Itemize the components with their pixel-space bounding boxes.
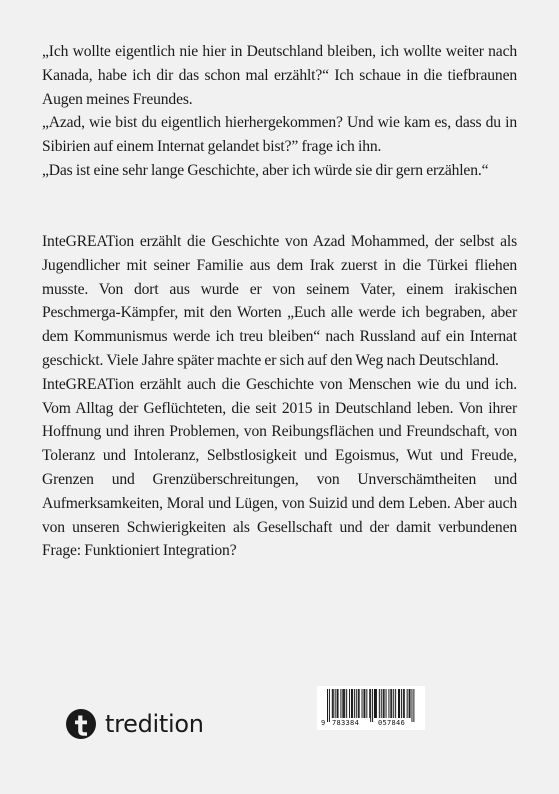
barcode-bar — [335, 689, 336, 718]
barcode-bar — [340, 689, 341, 718]
intro-text — [42, 40, 517, 183]
barcode-bar — [329, 689, 330, 722]
barcode-bar — [352, 689, 353, 718]
barcode-bar — [337, 689, 338, 718]
barcode-lead-digit: 9 — [321, 719, 326, 727]
barcode-bar — [327, 689, 328, 722]
publisher-name: tredition — [105, 710, 204, 738]
barcode-bar — [349, 689, 350, 718]
barcode-bar — [393, 689, 394, 718]
barcode-bar — [359, 689, 360, 718]
intro-paragraph-3: „Das ist eine sehr lange Geschichte, aber ich würde sie dir gern erzählen.“ — [42, 161, 489, 179]
barcode-bar — [375, 689, 376, 718]
barcode-bar — [362, 689, 363, 718]
barcode-bar — [333, 689, 334, 718]
blurb-paragraph-1: InteGREATion erzählt die Geschichte von Azad Mohammed, der selbst als Jugendlicher mit seiner Familie aus dem Irak zuerst in die Türkei fliehen musste. Von dort aus wurde er von seinem Vater, einem irakischen Peschmerga-Kämpfer, mit den Worten „Euch alle werde ich begraben, aber dem Kommunismus werde ich treu bleiben“ nach Russland auf ein Internat geschickt. Viele Jahre später machte er sich auf den Weg nach Deutschland. — [42, 233, 517, 369]
blurb-paragraph-2: InteGREATion erzählt auch die Geschichte von Menschen wie du und ich. Vom Alltag der Geflüchteten, die seit 2015 in Deutschland leben. Von ihrer Hoffnung und ihren Problemen, von Reibungsflächen und Freundschaft, von Toleranz und Intoleranz, Selbstlosigkeit und Egoismus, Wut und Freude, Grenzen und Grenzüberschreitungen, von Unverschämtheiten und Aufmerksamkeiten, Moral und Lügen, von Suizid und dem Leben. Aber auch von unseren Schwierigkeiten als Gesellschaft und der damit verbundenen Frage: Funktioniert Integration? — [42, 375, 517, 560]
barcode-bar — [391, 689, 392, 718]
barcode-bar — [344, 689, 345, 718]
barcode-bar — [370, 689, 371, 722]
isbn-barcode — [317, 686, 425, 730]
barcode-bar — [332, 689, 333, 718]
barcode-bar — [342, 689, 343, 718]
blurb-text — [42, 230, 517, 563]
publisher-logo — [66, 708, 204, 740]
barcode-bar — [399, 689, 400, 718]
barcode-bar — [346, 689, 347, 718]
barcode-bar — [354, 689, 355, 718]
barcode-bar — [413, 689, 414, 722]
barcode-bar — [376, 689, 377, 718]
barcode-digits-left: 783384 — [332, 719, 360, 727]
intro-paragraph-1: „Ich wollte eigentlich nie hier in Deutschland bleiben, ich wollte weiter nach Kanada, habe ich dir das schon mal erzählt?“ Ich schaue in die tiefbraunen Augen meines Freundes. — [42, 43, 517, 108]
barcode-bar — [356, 689, 357, 718]
barcode-bar — [363, 689, 364, 718]
barcode-bar — [386, 689, 387, 718]
barcode-bar — [388, 689, 389, 718]
tredition-t-icon — [66, 709, 96, 739]
barcode-bar — [401, 689, 402, 718]
barcode-bar — [403, 689, 404, 718]
barcode-bar — [398, 689, 399, 718]
barcode-bar — [351, 689, 352, 718]
barcode-bar — [364, 689, 365, 718]
barcode-bar — [395, 689, 396, 718]
barcode-digits-right: 057846 — [378, 719, 406, 727]
barcode-bar — [407, 689, 408, 718]
barcode-bar — [374, 689, 375, 718]
barcode-bar — [366, 689, 367, 718]
barcode-bar — [381, 689, 382, 718]
barcode-bar — [338, 689, 339, 718]
barcode-bar — [404, 689, 405, 718]
barcode-bar — [411, 689, 412, 722]
barcode-bar — [343, 689, 344, 718]
intro-paragraph-2: „Azad, wie bist du eigentlich hierhergekommen? Und wie kam es, dass du in Sibirien auf einem Internat gelandet bist?” frage ich ihn. — [42, 114, 517, 156]
barcode-bar — [369, 689, 370, 718]
barcode-bar — [358, 689, 359, 718]
barcode-bar — [410, 689, 411, 718]
barcode-bar — [384, 689, 385, 718]
barcode-bar — [379, 689, 380, 718]
barcode-bar — [383, 689, 384, 718]
barcode-bar — [409, 689, 410, 718]
barcode-bar — [372, 689, 373, 722]
barcode-bar — [390, 689, 391, 718]
